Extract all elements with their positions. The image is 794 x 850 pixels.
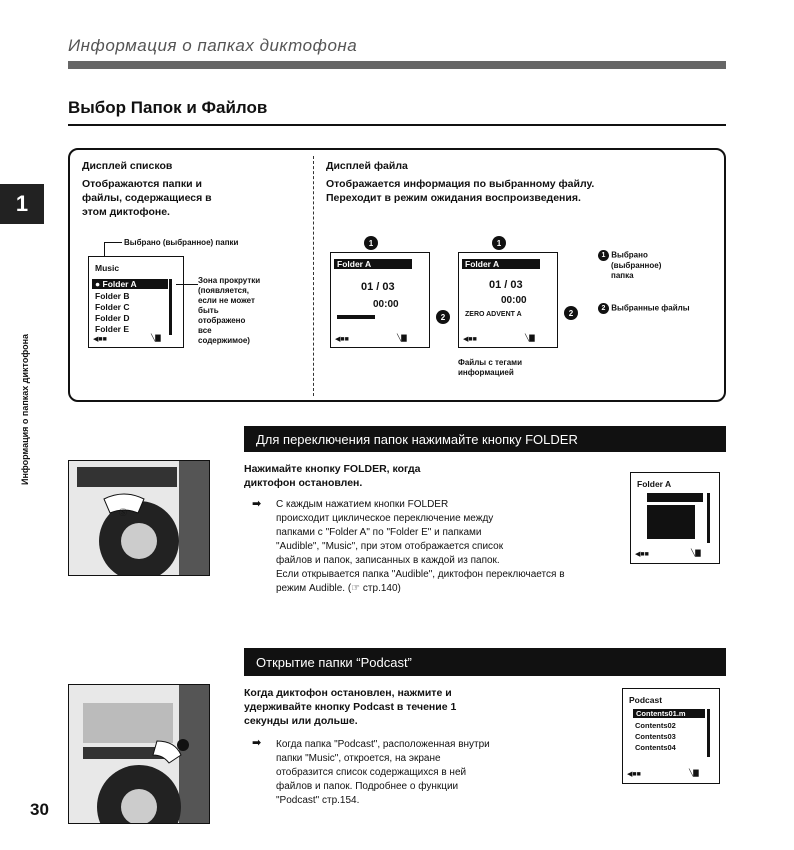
header-rule: [68, 61, 726, 69]
lcd-bottom-right-icon: ╲▇: [151, 335, 161, 342]
podcast-detail-line: папки "Music", откроется, на экране: [276, 753, 441, 764]
podcast-detail-line: файлов и папок. Подробнее о функции: [276, 781, 459, 792]
lcd-item-label: Folder A: [102, 279, 137, 289]
list-text-line: этом диктофоне.: [82, 206, 170, 218]
list-lcd: [88, 256, 184, 348]
legend-line: Выбранные файлы: [611, 303, 690, 313]
lcd-bottom-left-icon: ◀■■: [635, 551, 649, 558]
scroll-note: [198, 276, 298, 346]
lcd-progress: [337, 315, 375, 319]
scroll-note-line: если не может: [198, 296, 255, 305]
lcd-tag-info: ZERO ADVENT A: [465, 311, 522, 318]
lcd-file-index: 01 / 03: [489, 279, 523, 291]
lcd-bottom-right-icon: ╲▇: [397, 335, 407, 342]
page-number: 30: [30, 800, 49, 819]
podcast-section-bar: Открытие папки “Podcast”: [244, 648, 726, 676]
selected-folder-pointer-label: Выбрано (выбранное) папки: [124, 238, 239, 247]
folder-detail-line: "Audible", "Music", при этом отображается список: [276, 541, 504, 552]
file-display-text: [326, 177, 721, 205]
file-lcd-1: [330, 252, 430, 348]
scroll-note-line: все: [198, 326, 212, 335]
file-text-line: Переходит в режим ожидания воспроизведения.: [326, 192, 581, 204]
callout-2-marker: 2: [564, 306, 578, 320]
folder-section-bar: Для переключения папок нажимайте кнопку FOLDER: [244, 426, 726, 452]
lcd-item: Folder E: [95, 324, 130, 334]
recorder-photo-podcast-button: [68, 684, 210, 824]
lcd-item: Folder D: [95, 313, 130, 323]
lcd-bottom-left-icon: ◀■■: [463, 336, 477, 343]
folder-lead-line: Нажимайте кнопку FOLDER, когда: [244, 463, 421, 475]
lcd-header: Music: [95, 263, 120, 273]
arrow-right-icon: ➡: [252, 498, 262, 510]
folder-lead-text: [244, 462, 624, 490]
lcd-item: Contents04: [635, 743, 676, 752]
lcd-list-block: [647, 505, 695, 539]
legend-marker: 2: [598, 303, 609, 314]
scroll-pointer-line: [176, 284, 198, 285]
caption-line: Файлы с тегами: [458, 358, 522, 367]
podcast-detail-line: Когда папка "Podcast", расположенная внутри: [276, 739, 490, 750]
lcd-selected-bar: [647, 493, 703, 502]
lcd-folder-label: Folder A: [462, 259, 540, 269]
section-rule: [68, 124, 726, 126]
lcd-item: Contents03: [635, 732, 676, 741]
lcd-bottom-right-icon: ╲▇: [525, 335, 535, 342]
podcast-lead-line: Когда диктофон остановлен, нажмите и: [244, 687, 452, 699]
scroll-note-line: быть: [198, 306, 219, 315]
file-lcd-2: [458, 252, 558, 348]
legend-line: папка: [611, 271, 634, 280]
svg-text:Ⓢ: Ⓢ: [119, 508, 127, 517]
lcd-selected-item: ● Folder A: [92, 279, 168, 289]
scroll-note-line: содержимое): [198, 336, 250, 345]
legend-line: Выбрано: [611, 250, 648, 260]
callout-1-marker: 1: [492, 236, 506, 250]
info-divider: [313, 156, 314, 396]
folder-detail-line: С каждым нажатием кнопки FOLDER: [276, 499, 449, 510]
lcd-time: 00:00: [373, 299, 399, 310]
pointer-line: [104, 242, 122, 243]
lcd-item: Folder B: [95, 291, 130, 301]
arrow-right-icon: ➡: [252, 737, 262, 749]
lcd-item: Contents02: [635, 721, 676, 730]
scroll-note-line: (появляется,: [198, 286, 250, 295]
podcast-detail-line: "Podcast" стр.154.: [276, 795, 360, 806]
lcd-scrollbar: [169, 279, 172, 335]
folder-detail-line: Если открывается папка "Audible", диктофон переключается в: [276, 569, 565, 580]
callout-2-marker: 2: [436, 310, 450, 324]
caption-line: информацией: [458, 368, 514, 377]
chapter-side-text: Информация о папках диктофона: [20, 333, 30, 485]
podcast-detail-line: отобразится список содержащихся в ней: [276, 767, 467, 778]
lcd-bottom-left-icon: ◀■■: [93, 336, 107, 343]
file-display-caption: [458, 358, 598, 378]
legend-item-2: [598, 303, 722, 314]
legend-item-1: [598, 250, 722, 281]
lcd-scrollbar: [707, 493, 710, 543]
recorder-photo-folder-button: [68, 460, 210, 576]
legend-marker: 1: [598, 250, 609, 261]
folder-detail-line: файлов и папок, записанных в каждой из папок.: [276, 555, 500, 566]
folder-detail-line: режим Audible. (☞ стр.140): [276, 583, 401, 594]
lcd-bottom-right-icon: ╲▇: [689, 770, 699, 777]
lcd-bottom-left-icon: ◀■■: [627, 771, 641, 778]
lcd-folder-label: Folder A: [334, 259, 412, 269]
scroll-note-line: Зона прокрутки: [198, 276, 261, 285]
list-display-heading: Дисплей списков: [82, 160, 173, 172]
file-text-line: Отображается информация по выбранному файлу.: [326, 178, 595, 190]
list-text-line: файлы, содержащиеся в: [82, 192, 212, 204]
lcd-time: 00:00: [501, 295, 527, 306]
list-display-text: [82, 177, 302, 219]
lcd-header: Podcast: [629, 695, 663, 705]
lcd-item: Folder C: [95, 302, 130, 312]
section-title: Выбор Папок и Файлов: [68, 98, 268, 117]
lcd-file-index: 01 / 03: [361, 281, 395, 293]
lcd-scrollbar: [707, 709, 710, 757]
folder-lead-line: диктофон остановлен.: [244, 477, 363, 489]
lcd-bottom-left-icon: ◀■■: [335, 336, 349, 343]
lcd-bottom-right-icon: ╲▇: [691, 550, 701, 557]
podcast-detail-text: [276, 738, 606, 808]
page-header-title: Информация о папках диктофона: [68, 36, 358, 55]
podcast-lead-line: секунды или дольше.: [244, 715, 358, 727]
podcast-lead-line: удерживайте кнопку Podcast в течение 1: [244, 701, 457, 713]
list-text-line: Отображаются папки и: [82, 178, 202, 190]
folder-detail-line: папками с "Folder A" по "Folder E" и папками: [276, 527, 482, 538]
folder-lcd: [630, 472, 720, 564]
legend-line: (выбранное): [611, 261, 662, 270]
folder-detail-line: происходит циклическое переключение между: [276, 513, 494, 524]
scroll-note-line: отображено: [198, 316, 246, 325]
podcast-lead-text: [244, 686, 594, 728]
lcd-selected-item: Contents01.m: [633, 709, 705, 718]
file-display-heading: Дисплей файла: [326, 160, 408, 172]
podcast-lcd: [622, 688, 720, 784]
callout-1-marker: 1: [364, 236, 378, 250]
chapter-tab: 1: [0, 184, 44, 224]
lcd-header: Folder A: [637, 479, 672, 489]
